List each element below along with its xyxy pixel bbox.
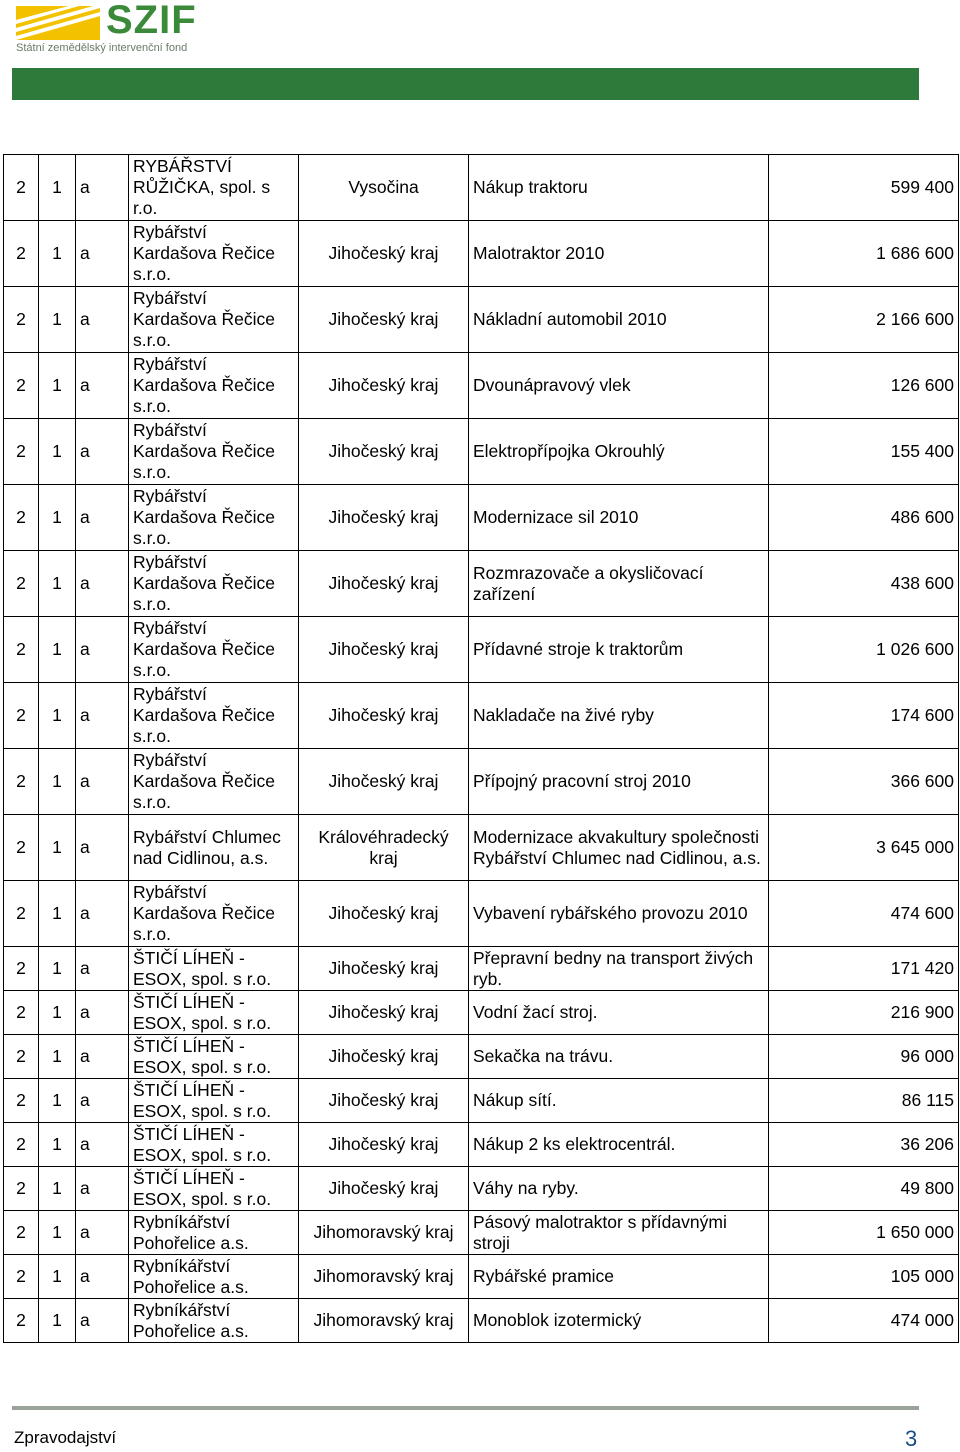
- region-cell: Jihočeský kraj: [299, 991, 469, 1035]
- page-number: 3: [905, 1426, 918, 1451]
- region-cell: Jihočeský kraj: [299, 419, 469, 485]
- amount-cell: 96 000: [769, 1035, 959, 1079]
- region-cell: Jihočeský kraj: [299, 353, 469, 419]
- col-3-value: a: [76, 1255, 129, 1299]
- table-row: [4, 551, 959, 617]
- table-row: [4, 1035, 959, 1079]
- amount-cell: 49 800: [769, 1167, 959, 1211]
- recipient-cell: Rybářství Kardašova Řečice s.r.o.: [129, 485, 299, 551]
- amount-cell: 216 900: [769, 991, 959, 1035]
- recipient-cell: ŠTIČÍ LÍHEŇ - ESOX, spol. s r.o.: [129, 1079, 299, 1123]
- col-2-value: 1: [39, 155, 76, 221]
- table-row: [4, 287, 959, 353]
- region-cell: Jihočeský kraj: [299, 1035, 469, 1079]
- project-cell: Nakladače na živé ryby: [469, 683, 769, 749]
- recipient-cell: Rybářství Kardašova Řečice s.r.o.: [129, 419, 299, 485]
- grants-table: [3, 154, 959, 1343]
- region-cell: Královéhradecký kraj: [299, 815, 469, 881]
- region-cell: Jihočeský kraj: [299, 947, 469, 991]
- region-cell: Jihočeský kraj: [299, 683, 469, 749]
- amount-cell: 486 600: [769, 485, 959, 551]
- project-cell: Nákup sítí.: [469, 1079, 769, 1123]
- project-cell: Vodní žací stroj.: [469, 991, 769, 1035]
- col-2-value: 1: [39, 1167, 76, 1211]
- recipient-cell: Rybářství Kardašova Řečice s.r.o.: [129, 617, 299, 683]
- col-2-value: 1: [39, 1255, 76, 1299]
- col-3-value: a: [76, 485, 129, 551]
- recipient-cell: ŠTIČÍ LÍHEŇ - ESOX, spol. s r.o.: [129, 1035, 299, 1079]
- col-3-value: a: [76, 991, 129, 1035]
- col-3-value: a: [76, 551, 129, 617]
- region-cell: Jihomoravský kraj: [299, 1299, 469, 1343]
- col-1-value: 2: [4, 287, 39, 353]
- table-row: [4, 991, 959, 1035]
- logo-subtitle: Státní zemědělský intervenční fond: [16, 42, 188, 54]
- amount-cell: 1 026 600: [769, 617, 959, 683]
- col-3-value: a: [76, 1299, 129, 1343]
- col-1-value: 2: [4, 1167, 39, 1211]
- footer-rule: [12, 1406, 919, 1410]
- project-cell: Rozmrazovače a okysličovací zařízení: [469, 551, 769, 617]
- col-3-value: a: [76, 419, 129, 485]
- col-1-value: 2: [4, 1079, 39, 1123]
- project-cell: Váhy na ryby.: [469, 1167, 769, 1211]
- col-3-value: a: [76, 221, 129, 287]
- col-1-value: 2: [4, 947, 39, 991]
- col-2-value: 1: [39, 1123, 76, 1167]
- col-1-value: 2: [4, 1299, 39, 1343]
- amount-cell: 2 166 600: [769, 287, 959, 353]
- region-cell: Jihočeský kraj: [299, 1167, 469, 1211]
- table-row: [4, 1079, 959, 1123]
- project-cell: Modernizace sil 2010: [469, 485, 769, 551]
- col-2-value: 1: [39, 221, 76, 287]
- col-1-value: 2: [4, 683, 39, 749]
- recipient-cell: Rybníkářství Pohořelice a.s.: [129, 1299, 299, 1343]
- region-cell: Jihočeský kraj: [299, 1123, 469, 1167]
- region-cell: Jihomoravský kraj: [299, 1211, 469, 1255]
- recipient-cell: Rybářství Kardašova Řečice s.r.o.: [129, 353, 299, 419]
- col-3-value: a: [76, 617, 129, 683]
- col-3-value: a: [76, 1123, 129, 1167]
- header-bar: [12, 68, 919, 100]
- amount-cell: 1 650 000: [769, 1211, 959, 1255]
- col-1-value: 2: [4, 485, 39, 551]
- project-cell: Přípojný pracovní stroj 2010: [469, 749, 769, 815]
- col-3-value: a: [76, 155, 129, 221]
- amount-cell: 105 000: [769, 1255, 959, 1299]
- col-3-value: a: [76, 815, 129, 881]
- recipient-cell: ŠTIČÍ LÍHEŇ - ESOX, spol. s r.o.: [129, 1167, 299, 1211]
- col-3-value: a: [76, 1167, 129, 1211]
- recipient-cell: Rybníkářství Pohořelice a.s.: [129, 1255, 299, 1299]
- col-2-value: 1: [39, 1079, 76, 1123]
- region-cell: Jihočeský kraj: [299, 1079, 469, 1123]
- col-1-value: 2: [4, 353, 39, 419]
- table-row: [4, 683, 959, 749]
- col-3-value: a: [76, 947, 129, 991]
- project-cell: Dvounápravový vlek: [469, 353, 769, 419]
- project-cell: Pásový malotraktor s přídavnými stroji: [469, 1211, 769, 1255]
- recipient-cell: Rybářství Kardašova Řečice s.r.o.: [129, 287, 299, 353]
- recipient-cell: Rybářství Kardašova Řečice s.r.o.: [129, 551, 299, 617]
- col-1-value: 2: [4, 221, 39, 287]
- col-3-value: a: [76, 1079, 129, 1123]
- col-3-value: a: [76, 1035, 129, 1079]
- project-cell: Přídavné stroje k traktorům: [469, 617, 769, 683]
- col-2-value: 1: [39, 749, 76, 815]
- amount-cell: 174 600: [769, 683, 959, 749]
- project-cell: Vybavení rybářského provozu 2010: [469, 881, 769, 947]
- col-1-value: 2: [4, 881, 39, 947]
- table-row: [4, 881, 959, 947]
- table-row: [4, 749, 959, 815]
- col-2-value: 1: [39, 947, 76, 991]
- amount-cell: 474 000: [769, 1299, 959, 1343]
- region-cell: Jihočeský kraj: [299, 287, 469, 353]
- col-3-value: a: [76, 749, 129, 815]
- recipient-cell: Rybářství Kardašova Řečice s.r.o.: [129, 221, 299, 287]
- table-row: [4, 155, 959, 221]
- region-cell: Jihočeský kraj: [299, 485, 469, 551]
- table-row: [4, 221, 959, 287]
- project-cell: Monoblok izotermický: [469, 1299, 769, 1343]
- recipient-cell: Rybářství Kardašova Řečice s.r.o.: [129, 749, 299, 815]
- col-1-value: 2: [4, 1211, 39, 1255]
- project-cell: Rybářské pramice: [469, 1255, 769, 1299]
- region-cell: Jihočeský kraj: [299, 221, 469, 287]
- region-cell: Vysočina: [299, 155, 469, 221]
- col-2-value: 1: [39, 353, 76, 419]
- project-cell: Modernizace akvakultury společnosti Rybářství Chlumec nad Cidlinou, a.s.: [469, 815, 769, 881]
- amount-cell: 474 600: [769, 881, 959, 947]
- recipient-cell: ŠTIČÍ LÍHEŇ - ESOX, spol. s r.o.: [129, 1123, 299, 1167]
- col-2-value: 1: [39, 815, 76, 881]
- recipient-cell: ŠTIČÍ LÍHEŇ - ESOX, spol. s r.o.: [129, 991, 299, 1035]
- amount-cell: 36 206: [769, 1123, 959, 1167]
- col-2-value: 1: [39, 683, 76, 749]
- wheat-field-logo-icon: [16, 6, 100, 40]
- table-row: [4, 1255, 959, 1299]
- col-3-value: a: [76, 1211, 129, 1255]
- recipient-cell: Rybníkářství Pohořelice a.s.: [129, 1211, 299, 1255]
- col-1-value: 2: [4, 1035, 39, 1079]
- col-1-value: 2: [4, 155, 39, 221]
- table-row: [4, 1167, 959, 1211]
- project-cell: Nákup traktoru: [469, 155, 769, 221]
- table-row: [4, 1211, 959, 1255]
- amount-cell: 171 420: [769, 947, 959, 991]
- amount-cell: 155 400: [769, 419, 959, 485]
- col-1-value: 2: [4, 1123, 39, 1167]
- amount-cell: 3 645 000: [769, 815, 959, 881]
- col-2-value: 1: [39, 881, 76, 947]
- region-cell: Jihočeský kraj: [299, 617, 469, 683]
- project-cell: Nákup 2 ks elektrocentrál.: [469, 1123, 769, 1167]
- col-1-value: 2: [4, 749, 39, 815]
- table-row: [4, 617, 959, 683]
- recipient-cell: Rybářství Chlumec nad Cidlinou, a.s.: [129, 815, 299, 881]
- project-cell: Malotraktor 2010: [469, 221, 769, 287]
- col-2-value: 1: [39, 1035, 76, 1079]
- footer-label: Zpravodajství: [14, 1428, 117, 1447]
- region-cell: Jihočeský kraj: [299, 749, 469, 815]
- col-3-value: a: [76, 287, 129, 353]
- col-2-value: 1: [39, 991, 76, 1035]
- recipient-cell: RYBÁŘSTVÍ RŮŽIČKA, spol. s r.o.: [129, 155, 299, 221]
- col-3-value: a: [76, 353, 129, 419]
- project-cell: Sekačka na trávu.: [469, 1035, 769, 1079]
- recipient-cell: Rybářství Kardašova Řečice s.r.o.: [129, 683, 299, 749]
- table-row: [4, 815, 959, 881]
- table-row: [4, 1123, 959, 1167]
- region-cell: Jihočeský kraj: [299, 551, 469, 617]
- col-1-value: 2: [4, 419, 39, 485]
- amount-cell: 438 600: [769, 551, 959, 617]
- col-2-value: 1: [39, 485, 76, 551]
- col-1-value: 2: [4, 991, 39, 1035]
- logo-text: SZIF: [106, 0, 197, 42]
- table-row: [4, 485, 959, 551]
- col-2-value: 1: [39, 551, 76, 617]
- amount-cell: 366 600: [769, 749, 959, 815]
- amount-cell: 599 400: [769, 155, 959, 221]
- col-1-value: 2: [4, 815, 39, 881]
- col-2-value: 1: [39, 1299, 76, 1343]
- project-cell: Nákladní automobil 2010: [469, 287, 769, 353]
- region-cell: Jihomoravský kraj: [299, 1255, 469, 1299]
- col-2-value: 1: [39, 419, 76, 485]
- amount-cell: 126 600: [769, 353, 959, 419]
- amount-cell: 1 686 600: [769, 221, 959, 287]
- col-3-value: a: [76, 881, 129, 947]
- region-cell: Jihočeský kraj: [299, 881, 469, 947]
- recipient-cell: Rybářství Kardašova Řečice s.r.o.: [129, 881, 299, 947]
- recipient-cell: ŠTIČÍ LÍHEŇ - ESOX, spol. s r.o.: [129, 947, 299, 991]
- col-1-value: 2: [4, 551, 39, 617]
- project-cell: Přepravní bedny na transport živých ryb.: [469, 947, 769, 991]
- table-row: [4, 947, 959, 991]
- col-1-value: 2: [4, 617, 39, 683]
- table-row: [4, 419, 959, 485]
- col-2-value: 1: [39, 617, 76, 683]
- col-2-value: 1: [39, 1211, 76, 1255]
- amount-cell: 86 115: [769, 1079, 959, 1123]
- col-2-value: 1: [39, 287, 76, 353]
- col-1-value: 2: [4, 1255, 39, 1299]
- project-cell: Elektropřípojka Okrouhlý: [469, 419, 769, 485]
- table-row: [4, 353, 959, 419]
- col-3-value: a: [76, 683, 129, 749]
- table-row: [4, 1299, 959, 1343]
